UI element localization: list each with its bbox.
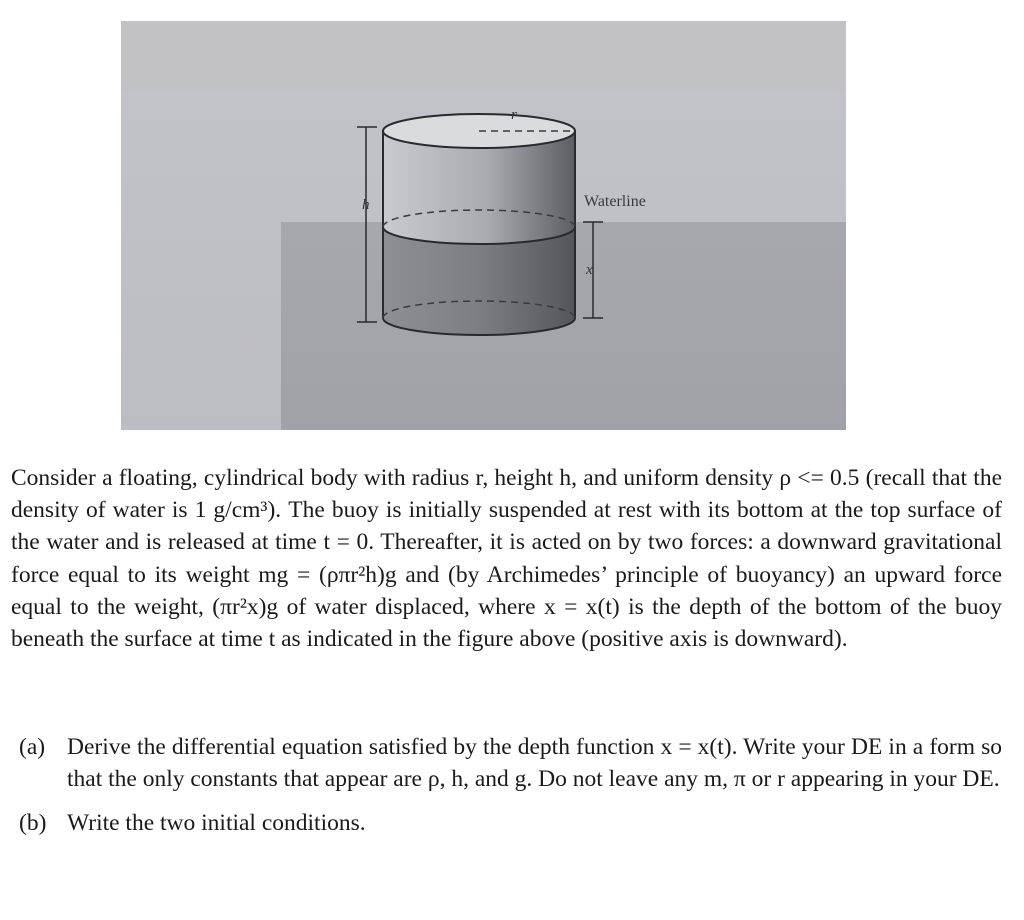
part-b-label: (b) <box>19 810 47 837</box>
problem-paragraph: Consider a floating, cylindrical body with radius r, height h, and uniform density ρ <= 0.5 (recall that the density of water is 1 g/cm³). The buoy is initially suspended at rest with its bottom at the top surface of the water and is released at time t = 0. Thereafter, it is acted on by two forces: a downward gravitational force equal to its weight mg = (ρπr²h)g and (by Archimedes’ principle of buoyancy) an upward force equal to the weight, (πr²x)g of water displaced, where x = x(t) is the depth of the bottom of the buoy beneath the surface at time t as indicated in the figure above (positive axis is downward). <box>11 465 1002 653</box>
part-a-text: Derive the differential equation satisfied by the depth function x = x(t). Write your DE in a form so that the only constants that appear are ρ, h, and g. Do not leave any m, π or r appearing in your DE. <box>67 734 1002 793</box>
scan-shadow <box>121 21 846 91</box>
part-b-text: Write the two initial conditions. <box>67 810 366 837</box>
problem-statement <box>11 462 1002 655</box>
problem-parts <box>11 731 1002 852</box>
radius-label: r <box>511 107 517 123</box>
depth-label: x <box>586 262 593 278</box>
buoy-diagram <box>121 21 846 430</box>
part-a <box>11 731 1002 795</box>
waterline-label: Waterline <box>584 193 646 210</box>
height-label: h <box>362 197 370 213</box>
part-b <box>11 807 1002 839</box>
buoy-figure <box>121 21 846 430</box>
part-a-label: (a) <box>19 734 46 760</box>
